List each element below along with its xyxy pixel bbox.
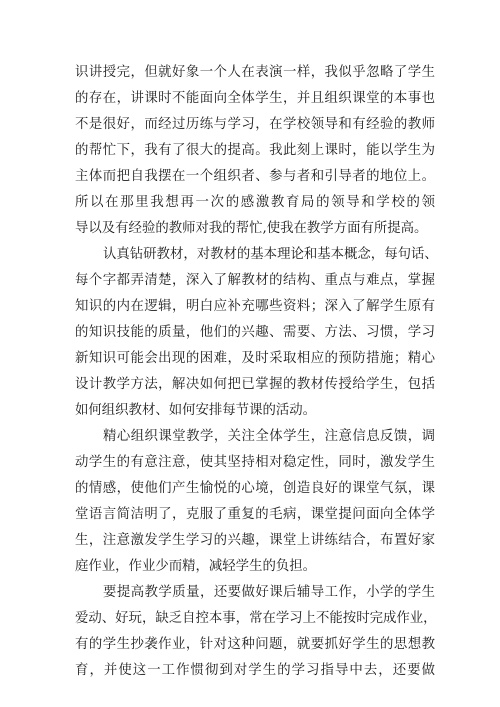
text-line: 不是很好，而经过历练与学习，在学校领导和有经验的教师: [75, 117, 435, 132]
text-line: 主体而把自我摆在一个组织者、参与者和引导者的地位上。: [75, 169, 435, 184]
text-line: 的知识技能的质量，他们的兴趣、需要、方法、习惯，学习: [75, 325, 435, 340]
text-line: 有的学生抄袭作业，针对这种问题，就要抓好学生的思想教: [75, 637, 435, 652]
text-line: 动学生的有意注意，使其坚持相对稳定性，同时，激发学生: [75, 455, 435, 470]
text-line: 堂语言简洁明了，克服了重复的毛病，课堂提问面向全体学: [75, 507, 435, 522]
document-body: [75, 60, 438, 684]
text-line: 生，注意激发学生学习的兴趣，课堂上讲练结合，布置好家: [75, 533, 435, 548]
text-line: 导以及有经验的教师对我的帮忙,使我在教学方面有所提高。: [75, 221, 428, 236]
text-line: 的帮忙下，我有了很大的提高。我此刻上课时，能以学生为: [75, 143, 435, 158]
text-line: 知识的内在逻辑，明白应补充哪些资料；深入了解学生原有: [75, 299, 435, 314]
text-line: 育，并使这一工作惯彻到对学生的学习指导中去，还要做: [75, 663, 435, 678]
text-line: 的情感，使他们产生愉悦的心境，创造良好的课堂气氛，课: [75, 481, 435, 496]
text-line: 设计教学方法，解决如何把已掌握的教材传授给学生，包括: [75, 377, 435, 392]
text-line: 庭作业，作业少而精，减轻学生的负担。: [75, 559, 317, 574]
text-line: 爱动、好玩，缺乏自控本事，常在学习上不能按时完成作业，: [75, 611, 437, 626]
paragraph-first-line: 要提高教学质量，还要做好课后辅导工作，小学的学生: [103, 585, 435, 600]
text-line: 每个字都弄清楚，深入了解教材的结构、重点与难点，掌握: [75, 273, 435, 288]
text-line: 所以在那里我想再一次的感激教育局的领导和学校的领: [75, 195, 435, 210]
text-line: 的存在，讲课时不能面向全体学生，并且组织课堂的本事也: [75, 91, 435, 106]
text-line: 识讲授完，但就好象一个人在表演一样，我似乎忽略了学生: [75, 65, 435, 80]
text-line: 如何组织教材、如何安排每节课的活动。: [75, 403, 317, 418]
paragraph-first-line: 认真钻研教材，对教材的基本理论和基本概念，每句话、: [103, 247, 438, 262]
paragraph-first-line: 精心组织课堂教学，关注全体学生，注意信息反馈，调: [103, 429, 435, 444]
text-line: 新知识可能会出现的困难，及时采取相应的预防措施；精心: [75, 351, 435, 366]
